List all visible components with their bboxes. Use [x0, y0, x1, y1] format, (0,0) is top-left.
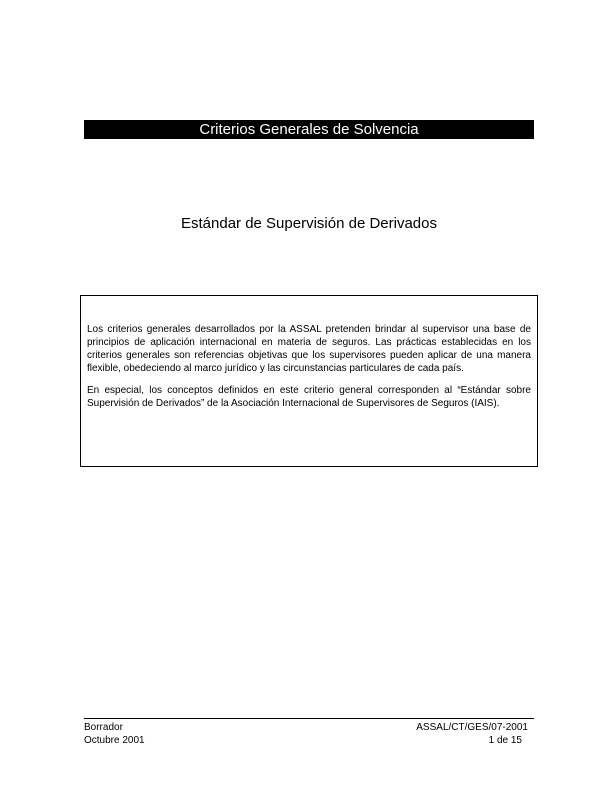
document-title-banner: [84, 120, 534, 139]
footer-left: [84, 721, 145, 747]
document-subtitle: Estándar de Supervisión de Derivados: [181, 215, 437, 232]
footer-right: [416, 721, 528, 747]
intro-paragraph-2: En especial, los conceptos definidos en este criterio general corresponden al “Estándar sobre Supervisión de Derivados” de la Asociación Internacional de Supervisores de Seguros (IAIS).: [87, 385, 531, 409]
document-title: Criterios Generales de Solvencia: [199, 121, 419, 138]
footer-status: Borrador: [84, 722, 123, 733]
footer-reference: ASSAL/CT/GES/07-2001: [416, 722, 528, 733]
footer-date: Octubre 2001: [84, 735, 145, 746]
footer-divider: [84, 718, 534, 719]
footer-page-number: 1 de 15: [488, 735, 522, 746]
intro-text-box: [80, 295, 538, 467]
intro-paragraph-1: Los criterios generales desarrollados por la ASSAL pretenden brindar al supervisor una base de principios de aplicación internacional en materia de seguros. Las prácticas establecidas en los criterios generales son referencias objetivas que los supervisores pueden aplicar de una manera flexible, obedeciendo al marco jurídico y las circunstancias particulares de cada país.: [87, 324, 531, 374]
